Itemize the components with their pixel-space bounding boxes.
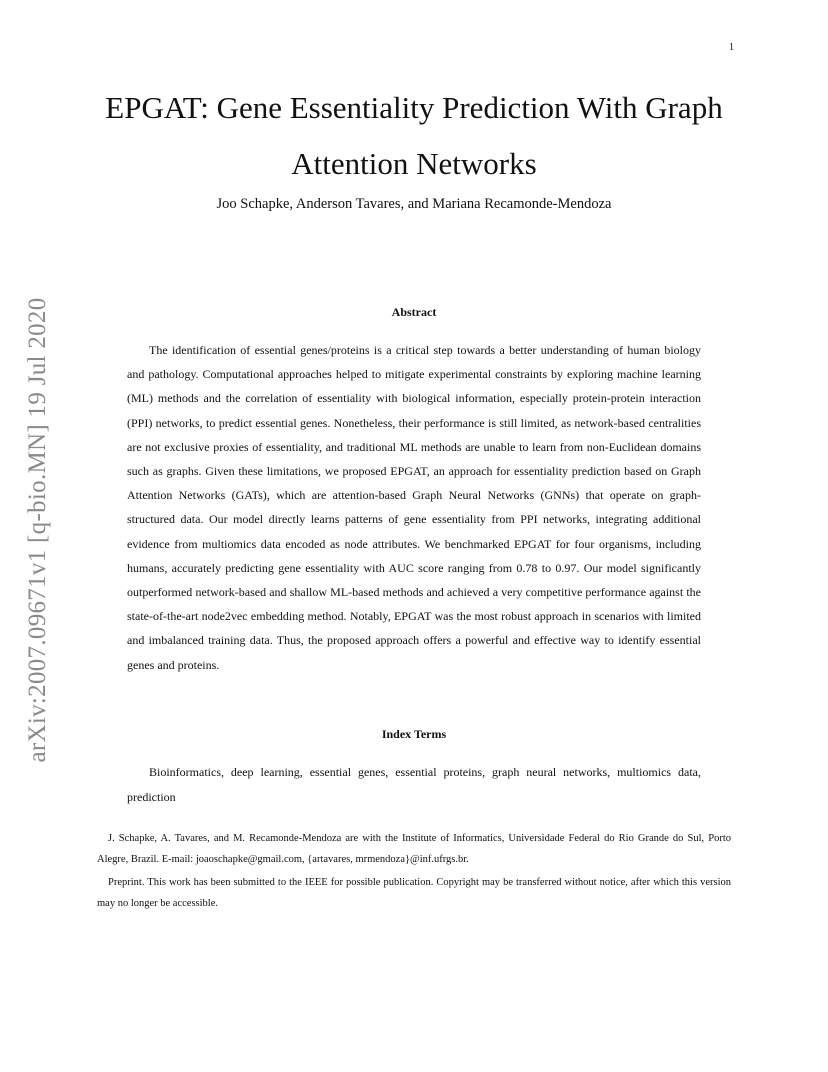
abstract-body: The identification of essential genes/proteins is a critical step towards a better understanding of human biology and pathology. Computational approaches helped to mitigate experimental constraints by exploring machine learning (ML) methods and the correlation of essentiality with biological information, especially protein-protein interaction (PPI) networks, to predict essential genes. Nonetheless, their performance is still limited, as network-based centralities are not exclusive proxies of essentiality, and traditional ML methods are unable to learn from non-Euclidean domains such as graphs. Given these limitations, we proposed EPGAT, an approach for essentiality prediction based on Graph Attention Networks (GATs), which are attention-based Graph Neural Networks (GNNs) that operate on graph-structured data. Our model directly learns patterns of gene essentiality from PPI networks, integrating additional evidence from multiomics data encoded as node attributes. We benchmarked EPGAT for four organisms, including humans, accurately predicting gene essentiality with AUC score ranging from 0.78 to 0.97. Our model significantly outperformed network-based and shallow ML-based methods and achieved a very competitive performance against the state-of-the-art node2vec embedding method. Notably, EPGAT was the most robust approach in scenarios with limited and imbalanced training data. Thus, the proposed approach offers a powerful and effective way to identify essential genes and proteins.	[127, 343, 701, 672]
page-number: 1	[729, 42, 734, 53]
paper-title: EPGAT: Gene Essentiality Prediction With Graph Attention Networks	[105, 90, 723, 181]
arxiv-identifier-stamp: arXiv:2007.09671v1 [q-bio.MN] 19 Jul 2020	[24, 297, 51, 763]
abstract-heading: Abstract	[391, 305, 437, 319]
affiliation-footnote: J. Schapke, A. Tavares, and M. Recamonde-Mendoza are with the Institute of Informatics, Universidade Federal do Rio Grande do Sul, Porto Alegre, Brazil. E-mail: joaoschapke@gmail.com, {artavares, mrmendoza}@inf.ufrgs.br.	[97, 833, 731, 865]
index-terms-body: Bioinformatics, deep learning, essential genes, essential proteins, graph neural networks, multiomics data, prediction	[127, 765, 701, 804]
index-terms-heading: Index Terms	[381, 727, 447, 741]
author-list: Joo Schapke, Anderson Tavares, and Mariana Recamonde-Mendoza	[216, 196, 612, 212]
preprint-footnote: Preprint. This work has been submitted to the IEEE for possible publication. Copyright may be transferred without notice, after which this version may no longer be accessible.	[97, 877, 731, 909]
